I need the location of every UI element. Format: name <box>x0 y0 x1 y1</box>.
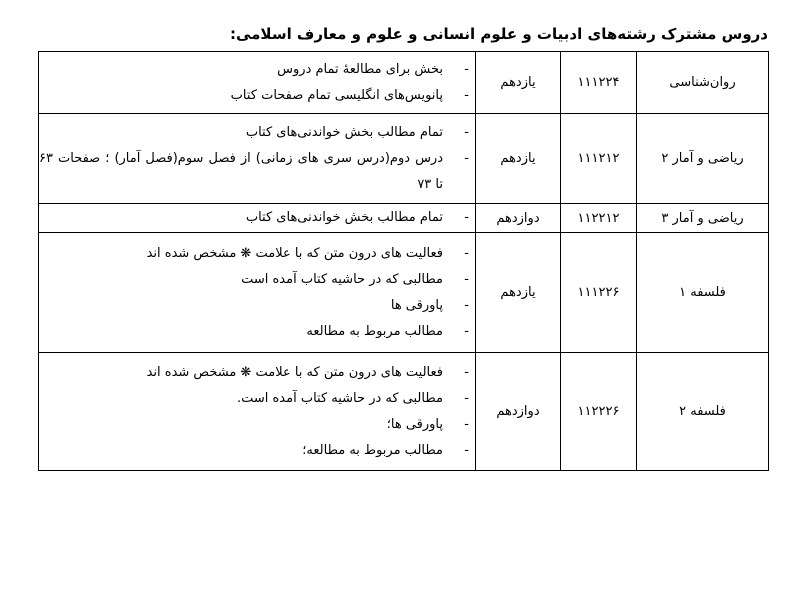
course-topics <box>39 353 476 471</box>
topic-item: - مطالبی که در حاشیه کتاب آمده است. <box>39 386 475 412</box>
course-grade: دوازدهم <box>476 204 561 233</box>
topic-list <box>39 360 475 464</box>
page-heading: دروس مشترک رشته‌های ادبیات و علوم انسانی و علوم و معارف اسلامی: <box>229 25 768 43</box>
course-code: ۱۱۱۲۱۲ <box>561 114 637 204</box>
topic-item: - مطالب مربوط به مطالعه <box>39 319 475 345</box>
course-grade: یازدهم <box>476 114 561 204</box>
course-name: ریاضی و آمار ۲ <box>637 114 769 204</box>
topic-item: - تمام مطالب بخش خواندنی‌های کتاب <box>39 120 475 146</box>
topic-item: - فعالیت های درون متن که با علامت ❋ مشخص شده اند <box>39 360 475 386</box>
topic-item: - پاورقی ها <box>39 293 475 319</box>
course-grade: یازدهم <box>476 52 561 114</box>
topic-item: - مطالبی که در حاشیه کتاب آمده است <box>39 267 475 293</box>
course-code: ۱۱۲۲۱۲ <box>561 204 637 233</box>
topic-list <box>39 120 475 198</box>
topic-item: - درس دوم(درس سری های زمانی) از فصل سوم(فصل آمار) ؛ صفحات ۶۳ تا ۷۳ <box>39 146 475 198</box>
topic-list <box>39 241 475 345</box>
course-name: فلسفه ۱ <box>637 233 769 353</box>
topic-item: - بخش برای مطالعهٔ تمام دروس <box>39 57 475 83</box>
course-topics <box>39 52 476 114</box>
topic-item: - مطالب مربوط به مطالعه؛ <box>39 438 475 464</box>
course-name: ریاضی و آمار ۳ <box>637 204 769 233</box>
course-topics <box>39 233 476 353</box>
course-topics <box>39 114 476 204</box>
course-name: فلسفه ۲ <box>637 353 769 471</box>
course-code: ۱۱۲۲۲۶ <box>561 353 637 471</box>
course-grade: دوازدهم <box>476 353 561 471</box>
topic-item: - فعالیت های درون متن که با علامت ❋ مشخص شده اند <box>39 241 475 267</box>
topic-list <box>39 57 475 109</box>
topic-item: - تمام مطالب بخش خواندنی‌های کتاب <box>39 205 475 231</box>
topic-item: - پاورقی ها؛ <box>39 412 475 438</box>
course-topics <box>39 204 476 233</box>
table-row <box>39 204 769 233</box>
table-row <box>39 114 769 204</box>
topic-list <box>39 205 475 231</box>
table-row <box>39 233 769 353</box>
course-name: روان‌شناسی <box>637 52 769 114</box>
courses-table <box>38 51 769 471</box>
course-grade: یازدهم <box>476 233 561 353</box>
topic-item: - پانویس‌های انگلیسی تمام صفحات کتاب <box>39 83 475 109</box>
course-code: ۱۱۱۲۲۶ <box>561 233 637 353</box>
table-row <box>39 353 769 471</box>
table-row <box>39 52 769 114</box>
course-code: ۱۱۱۲۲۴ <box>561 52 637 114</box>
